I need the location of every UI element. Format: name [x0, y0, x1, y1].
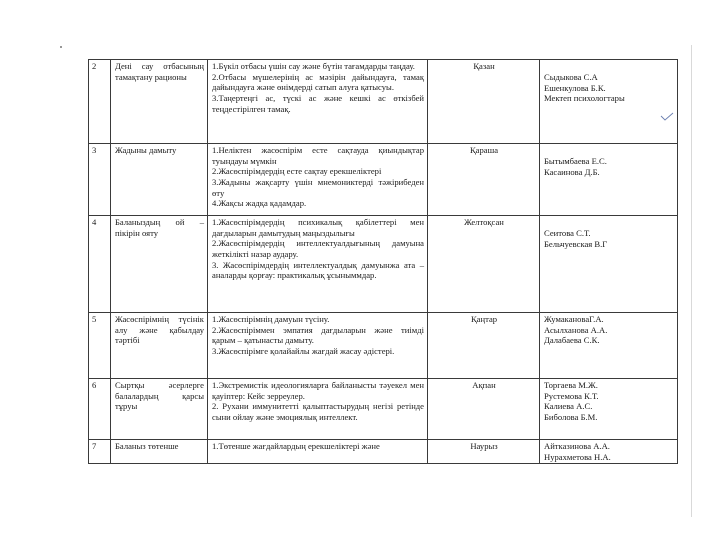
- responsible-name: Рустемова К.Т.: [544, 390, 599, 401]
- page-edge: [691, 45, 692, 517]
- responsible-name: Далабаева С.К.: [544, 335, 600, 346]
- task-line: 3.Таңертеңгі ас, түскі ас және кешкі ас өткізбей теңдестірілген тамақ.: [212, 92, 424, 114]
- task-line: 4.Жақсы жадқа қадамдар.: [212, 198, 307, 209]
- row-number: 2: [89, 60, 111, 144]
- topic-cell: Сыртқы әсерлерге балалардың қарсы тұруы: [111, 379, 208, 440]
- task-line: 1.Жасөспірімнің дамуын түсіну.: [212, 314, 330, 324]
- responsible-name: Бельчуевская В.Г: [544, 238, 608, 249]
- task-line: 3. Жасөспірімдердің интеллектуалдық дамуынжа ата – аналарды қорғау: практикалық ұсыныммдар.: [212, 259, 424, 281]
- table-row: [89, 144, 678, 216]
- responsible-name: Сеитова С.Т.: [544, 228, 591, 238]
- tasks-cell: [208, 440, 428, 464]
- scan-speck: [60, 46, 62, 48]
- task-line: 1.Неліктен жасөспірім есте сақтауда қиындықтар туындауы мүмкін: [212, 145, 424, 166]
- task-line: 1.Бүкіл отбасы үшін сау және бүтін тағамдарды таңдау.: [212, 61, 415, 71]
- task-line: 2. Рухани иммунитетті қалыптастырудың негізі ретінде сыни ойлау және эмоциялық интеллект.: [212, 401, 424, 422]
- responsible-name: Айтказинова А.А.: [544, 441, 610, 451]
- table-row: [89, 313, 678, 379]
- topic-cell: Баланыз төтенше: [111, 440, 208, 464]
- table-row: [89, 216, 678, 313]
- responsible-cell: [540, 60, 678, 144]
- responsible-name: Торгаева М.Ж.: [544, 380, 598, 390]
- month-cell: Қазан: [428, 60, 540, 144]
- responsible-cell: [540, 144, 678, 216]
- row-number: 7: [89, 440, 111, 464]
- tasks-cell: [208, 144, 428, 216]
- topic-cell: Баланыздың ой – пікірін ояту: [111, 216, 208, 313]
- responsible-name: Калиева А.С.: [544, 401, 593, 412]
- topic-cell: Жасөспірімнің түсінік алу және қабылдау тәртібі: [111, 313, 208, 379]
- topic-cell: Дені сау отбасының тамақтану рационы: [111, 60, 208, 144]
- tasks-cell: [208, 379, 428, 440]
- tasks-cell: [208, 60, 428, 144]
- table-row: [89, 440, 678, 464]
- responsible-cell: [540, 379, 678, 440]
- table-row: [89, 60, 678, 144]
- responsible-name: Биболова Б.М.: [544, 411, 598, 422]
- responsible-cell: [540, 313, 678, 379]
- task-line: 1.Жасөспірімдердің психикалық қабілеттері мен дағдыларын дамытудың маңыздылығы: [212, 217, 424, 238]
- month-cell: Қаңтар: [428, 313, 540, 379]
- month-cell: Наурыз: [428, 440, 540, 464]
- month-cell: Қараша: [428, 144, 540, 216]
- responsible-name: Бытымбаева Е.С.: [544, 156, 607, 166]
- responsible-name: ЖумакановаГ.А.: [544, 314, 604, 324]
- responsible-name: Ешенкулова Б.К.: [544, 82, 606, 93]
- plan-table: [88, 59, 678, 464]
- responsible-name: Асылханова А.А.: [544, 324, 608, 335]
- responsible-name: Нурахметова Н.А.: [544, 451, 611, 462]
- task-line: 2.Отбасы мүшелерінің ас мәзірін дайындауға, тамақ дайындауға және өнімдерді сатып алуға қатысуы.: [212, 71, 424, 93]
- task-line: 2.Жасөспірімдердің интеллектуалдығының дамуына жеткілікті назар аудару.: [212, 238, 424, 259]
- responsible-name: Сыдыкова С.А: [544, 72, 598, 82]
- row-number: 3: [89, 144, 111, 216]
- row-number: 4: [89, 216, 111, 313]
- handwritten-check-mark: [660, 112, 674, 122]
- row-number: 6: [89, 379, 111, 440]
- task-line: 3.Жасөспірімге қолайайлы жағдай жасау әдістері.: [212, 345, 395, 356]
- tasks-cell: [208, 313, 428, 379]
- responsible-cell: [540, 216, 678, 313]
- month-cell: Ақпан: [428, 379, 540, 440]
- responsible-name: Мектеп психологтары: [544, 93, 625, 104]
- month-cell: Желтоқсан: [428, 216, 540, 313]
- task-line: 2.Жасөспірімдердің есте сақтау ерекшеліктері: [212, 166, 382, 177]
- topic-cell: Жадыны дамыту: [111, 144, 208, 216]
- task-line: 3.Жадыны жақсарту үшін мнемониктерді тәжірибеден өту: [212, 176, 424, 198]
- responsible-name: Касаинова Д.Б.: [544, 166, 600, 177]
- tasks-cell: [208, 216, 428, 313]
- row-number: 5: [89, 313, 111, 379]
- table-row: [89, 379, 678, 440]
- task-line: 1.Экстремистік идеологияларға байланысты тәуекел мен қауіптер: Кейс зерреулер.: [212, 380, 424, 401]
- responsible-cell: [540, 440, 678, 464]
- task-line: 2.Жасөспіріммен эмпатия дағдыларын және тиімді қарым – қатынасты дамыту.: [212, 324, 424, 346]
- task-line: 1.Төтенше жағдайлардың ерекшеліктері және: [212, 441, 380, 451]
